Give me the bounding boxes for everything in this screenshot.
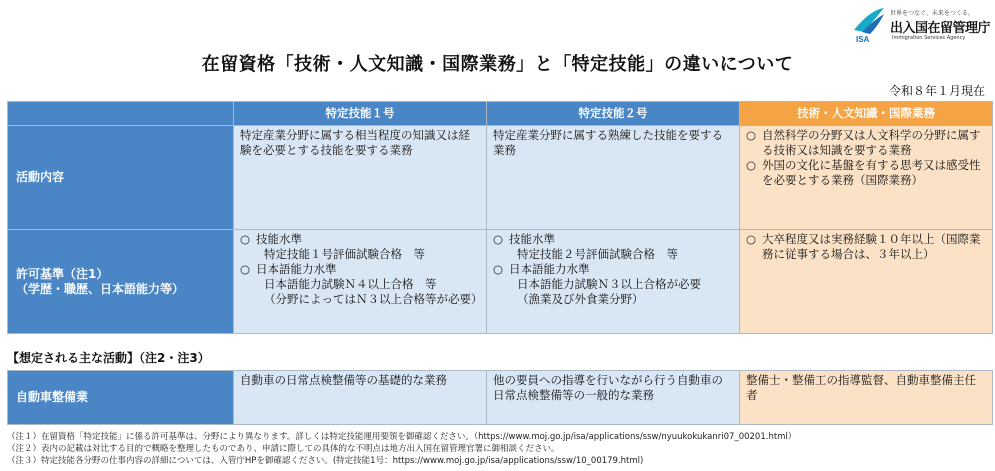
bullet-mark: ○ [240, 262, 251, 276]
logo-name: 出入国在留管理庁 [890, 21, 991, 36]
as-of-date: 令和８年１月現在 [888, 84, 985, 98]
comparison-table [7, 101, 993, 334]
criteria-engineer-text: 大卒程度又は実務経験１０年以上（国際業務に従事する場合は、３年以上） [762, 232, 981, 261]
bullet-mark: ○ [746, 232, 757, 246]
logo-name-en: Immigration Services Agency [892, 35, 966, 41]
isa-logo [852, 6, 990, 46]
row-label-auto-maintenance: 自動車整備業 [8, 371, 234, 425]
header-ssw2: 特定技能２号 [487, 102, 740, 126]
activity-ssw1: 特定産業分野に属する相当程度の知識又は経験を必要とする技能を要する業務 [234, 126, 487, 230]
activity-example-table [7, 370, 993, 425]
list-item [240, 232, 480, 247]
header-engineer-humanities: 技術・人文知識・国際業務 [740, 102, 993, 126]
logo-tagline: 世界をつなぐ、未来をつくる。 [890, 10, 974, 17]
criteria-ssw2-skill: 技能水準 [509, 232, 555, 246]
criteria-ssw2-skill-detail: 特定技能２号評価試験合格 等 [517, 247, 678, 261]
page-title: 在留資格「技術・人文知識・国際業務」と「特定技能」の違いについて [201, 54, 794, 75]
criteria-ssw1-language-note: （分野によってはＮ３以上合格等が必要） [264, 292, 483, 306]
auto-maintenance-ssw1: 自動車の日常点検整備等の基礎的な業務 [234, 371, 487, 425]
criteria-ssw2 [487, 230, 740, 334]
criteria-label-sub: （学歴・職歴、日本語能力等） [16, 281, 185, 296]
criteria-ssw1-language: 日本語能力水準 [256, 262, 337, 276]
auto-maintenance-engineer: 整備士・整備工の指導監督、自動車整備主任者 [740, 371, 993, 425]
criteria-ssw2-language: 日本語能力水準 [509, 262, 590, 276]
criteria-ssw1-language-detail: 日本語能力試験Ｎ４以上合格 等 [264, 277, 437, 291]
footnote-1: （注１）在留資格「特定技能」に係る許可基準は、分野により異なります。詳しくは特定技能運用要領を御確認ください。（https://www.moj.go.jp/isa/applications/ssw/nyuukokukanri07_00201.html） [7, 432, 797, 442]
list-item [493, 262, 733, 277]
footnotes [7, 431, 796, 467]
isa-logo-mark-icon [852, 6, 886, 44]
activity-engineer-item-2: 外国の文化に基盤を有する思考又は感受性を必要とする業務（国際業務） [762, 158, 981, 187]
list-item [746, 128, 986, 158]
bullet-mark: ○ [746, 128, 757, 142]
bullet-mark: ○ [493, 232, 504, 246]
criteria-ssw2-language-detail: 日本語能力試験Ｎ３以上合格が必要 [517, 277, 701, 291]
section-title: 【想定される主な活動】（注2・注3） [7, 351, 210, 365]
activity-ssw2: 特定産業分野に属する熟練した技能を要する業務 [487, 126, 740, 230]
criteria-ssw1 [234, 230, 487, 334]
table-row-activity [8, 126, 993, 230]
header-ssw1: 特定技能１号 [234, 102, 487, 126]
isa-mark-text: ISA [856, 35, 870, 44]
bullet-mark: ○ [746, 158, 757, 172]
footnote-3: （注３）特定技能各分野の仕事内容の詳細については、入管庁HPを御確認ください。(特定技能1号：https://www.moj.go.jp/isa/applications/ssw/10_00179.html) [7, 456, 644, 466]
auto-maintenance-ssw2: 他の要員への指導を行いながら行う自動車の日常点検整備等の一般的な業務 [487, 371, 740, 425]
bullet-mark: ○ [493, 262, 504, 276]
criteria-ssw2-language-note: （漁業及び外食業分野） [517, 292, 644, 306]
activity-engineer [740, 126, 993, 230]
header-corner [8, 102, 234, 126]
activity-engineer-item-1: 自然科学の分野又は人文科学の分野に属する技術又は知識を要する業務 [762, 128, 981, 157]
list-item [746, 158, 986, 188]
table-row-criteria [8, 230, 993, 334]
row-label-activity: 活動内容 [8, 126, 234, 230]
criteria-ssw1-skill-detail: 特定技能１号評価試験合格 等 [264, 247, 425, 261]
criteria-ssw1-skill: 技能水準 [256, 232, 302, 246]
row-label-criteria [8, 230, 234, 334]
criteria-engineer [740, 230, 993, 334]
bullet-mark: ○ [240, 232, 251, 246]
list-item [240, 262, 480, 277]
criteria-label: 許可基準（注1） [16, 266, 109, 281]
list-item [493, 232, 733, 247]
list-item [746, 232, 986, 262]
table-row [8, 371, 993, 425]
table-header-row [8, 102, 993, 126]
footnote-2: （注２）表内の記載は対比する目的で概略を整理したものであり、申請に際しての具体的な不明点は地方出入国在留管理官署に御相談ください。 [7, 444, 560, 454]
